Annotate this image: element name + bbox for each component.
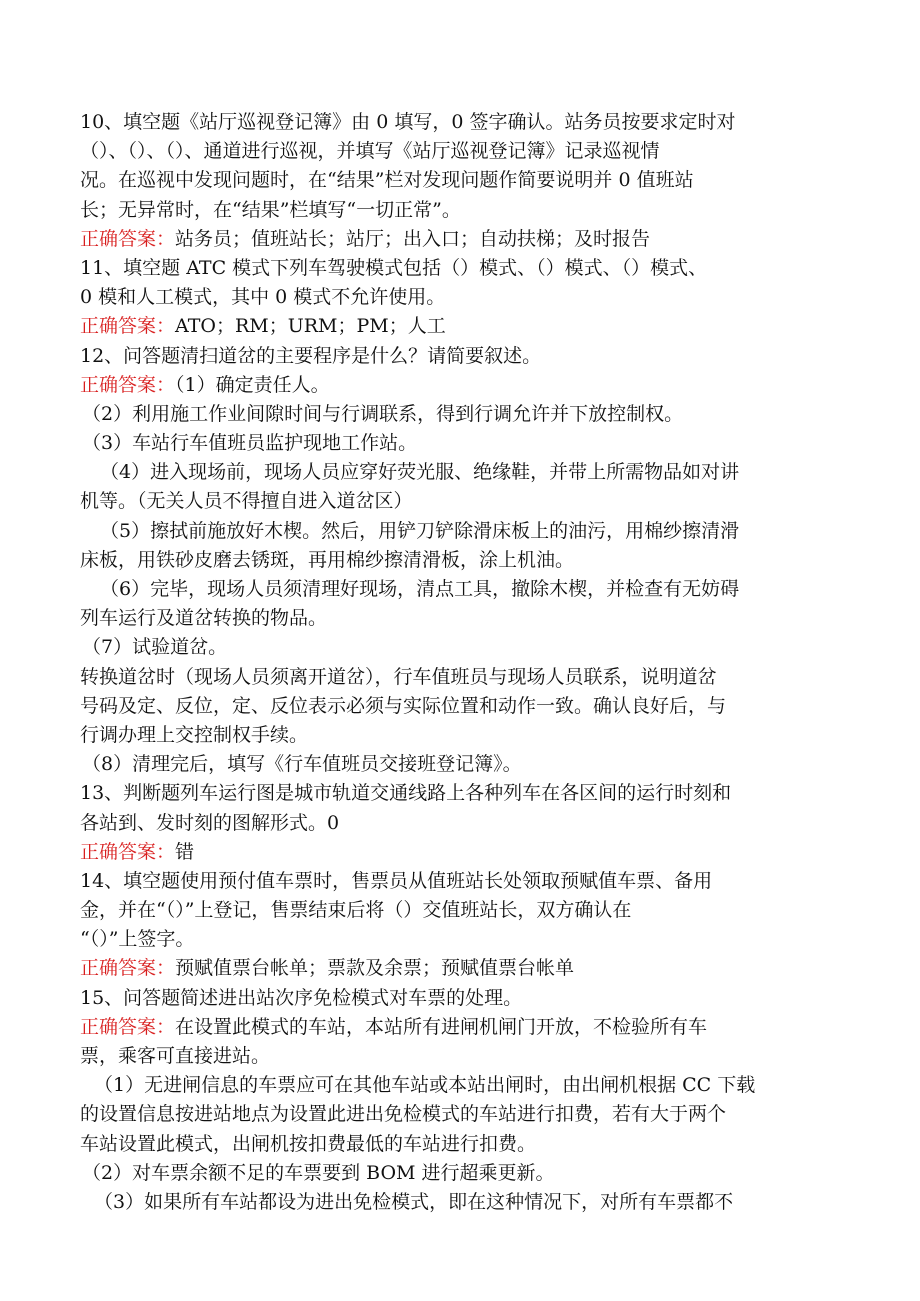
answer-11: ATO；RM；URM；PM；人工: [175, 315, 446, 338]
question-10-line-4: 长；无异常时，在“结果”栏填写“一切正常”。: [80, 198, 461, 221]
answer-label: 正确答案：: [80, 373, 176, 396]
question-15-step: （3）如果所有车站都设为进出免检模式，即在这种情况下，对所有车票都不: [94, 1190, 734, 1213]
question-15-step: （2）对车票余额不足的车票要到 BOM 进行超乘更新。: [82, 1161, 555, 1184]
question-12-line-1: 12、问答题清扫道岔的主要程序是什么？请简要叙述。: [80, 344, 542, 367]
question-12-step: （4）进入现场前，现场人员应穿好荧光服、绝缘鞋，并带上所需物品如对讲: [100, 461, 740, 484]
question-13-line-1: 13、判断题列车运行图是城市轨道交通线路上各种列车在各区间的运行时刻和: [80, 782, 732, 805]
question-12-step: （5）擦拭前施放好木楔。然后，用铲刀铲除滑床板上的油污，用棉纱擦清滑: [100, 519, 740, 542]
question-13-line-2: 各站到、发时刻的图解形式。0: [80, 811, 340, 834]
question-12-step: 床板，用铁砂皮磨去锈斑，再用棉纱擦清滑板，涂上机油。: [80, 548, 575, 571]
question-12-step: （7）试验道岔。: [82, 636, 228, 659]
question-15-step: 票，乘客可直接进站。: [80, 1045, 271, 1067]
question-15-step: （1）无进闸信息的车票应可在其他车站或本站出闸时，由出闸机根据 CC 下载: [94, 1074, 756, 1097]
answer-label: 正确答案：: [80, 1015, 176, 1038]
question-12-step: 列车运行及道岔转换的物品。: [80, 607, 328, 630]
answer-15: 在设置此模式的车站，本站所有进闸机闸门开放，不检验所有车: [175, 1015, 708, 1038]
answer-row-10: [80, 225, 832, 254]
answer-label: 正确答案：: [80, 227, 176, 250]
question-14-line-2: 金，并在“（）”上登记，售票结束后将（）交值班站长，双方确认在: [80, 899, 632, 922]
answer-row-15: [80, 1013, 832, 1042]
question-11-line-1: 11、填空题 ATC 模式下列车驾驶模式包括（）模式、（）模式、（）模式、: [80, 256, 708, 279]
document-page: [80, 108, 832, 1217]
question-12-step: （8）清理完后，填写《行车值班员交接班登记簿》。: [82, 753, 522, 776]
answer-14: 预赋值票台帐单；票款及余票；预赋值票台帐单: [175, 957, 575, 980]
answer-row-12: [80, 371, 832, 400]
question-15-step: 的设置信息按进站地点为设置此进出免检模式的车站进行扣费，若有大于两个: [80, 1103, 727, 1126]
question-12-step: （6）完毕，现场人员须清理好现场，清点工具，撤除木楔，并检查有无妨碍: [100, 578, 740, 600]
answer-row-13: [80, 838, 832, 867]
question-15-step: 车站设置此模式，出闸机按扣费最低的车站进行扣费。: [80, 1132, 537, 1155]
answer-label: 正确答案：: [80, 315, 176, 338]
question-12-step: 转换道岔时（现场人员须离开道岔），行车值班员与现场人员联系，说明道岔: [80, 665, 717, 688]
answer-label: 正确答案：: [80, 840, 176, 863]
question-10-line-1: 10、填空题《站厅巡视登记簿》由 0 填写，0 签字确认。站务员按要求定时对: [80, 111, 736, 133]
question-10-line-3: 况。在巡视中发现问题时，在“结果”栏对发现问题作简要说明并 0 值班站: [80, 169, 694, 192]
question-11-line-2: 0 模和人工模式，其中 0 模式不允许使用。: [80, 286, 446, 309]
question-14-line-3: “（）”上签字。: [80, 928, 195, 951]
answer-row-14: [80, 954, 832, 983]
answer-label: 正确答案：: [80, 957, 176, 980]
answer-13: 错: [175, 840, 195, 863]
answer-12: （1）确定责任人。: [175, 373, 330, 396]
question-14-line-1: 14、填空题使用预付值车票时，售票员从值班站长处领取预赋值车票、备用: [80, 869, 713, 892]
question-12-step: 机等。（无关人员不得擅自进入道岔区）: [80, 490, 413, 513]
question-15-line-1: 15、问答题简述进出站次序免检模式对车票的处理。: [80, 986, 523, 1009]
question-10-line-2: （）、（）、（）、通道进行巡视，并填写《站厅巡视登记簿》记录巡视情: [80, 140, 660, 163]
answer-10: 站务员；值班站长；站厅；出入口；自动扶梯；及时报告: [175, 227, 651, 250]
question-12-step: 号码及定、反位，定、反位表示必须与实际位置和动作一致。确认良好后，与: [80, 694, 727, 717]
answer-row-11: [80, 312, 832, 341]
question-12-step: 行调办理上交控制权手续。: [80, 723, 309, 746]
question-12-step: （2）利用施工作业间隙时间与行调联系，得到行调允许并下放控制权。: [82, 402, 684, 425]
question-12-step: （3）车站行车值班员监护现地工作站。: [82, 432, 418, 455]
